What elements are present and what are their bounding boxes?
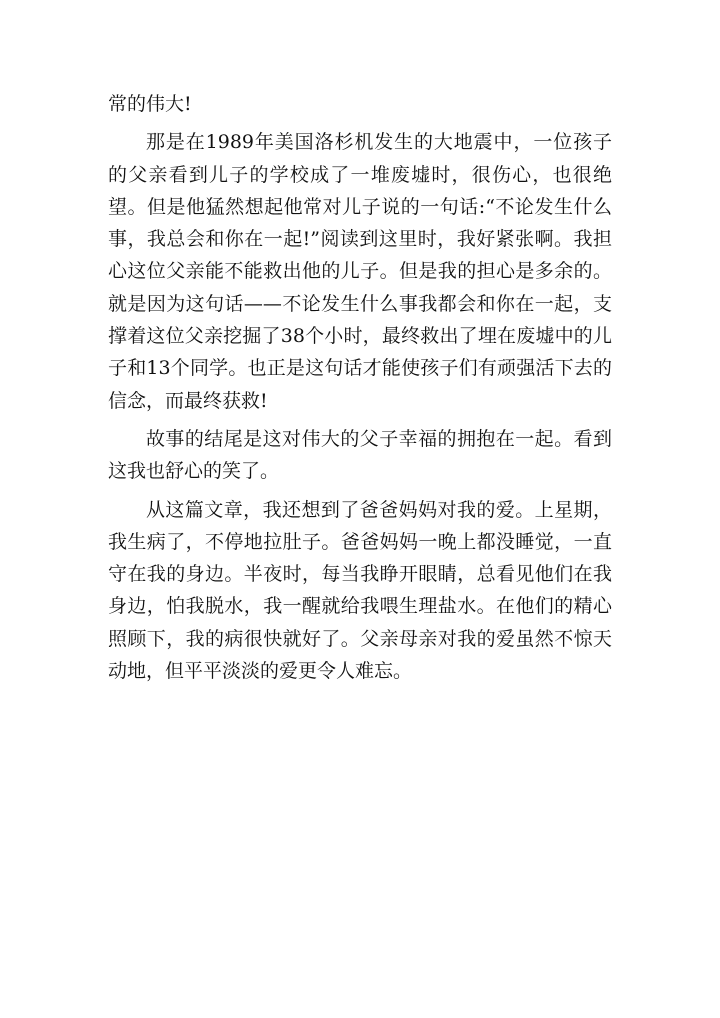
paragraph-continuation: 常的伟大! [108, 93, 192, 115]
article-body [108, 88, 612, 687]
paragraph-story-ending: 故事的结尾是这对伟大的父子幸福的拥抱在一起。看到这我也舒心的笑了。 [108, 427, 612, 483]
paragraph-earthquake-story: 那是在1989年美国洛杉机发生的大地震中，一位孩子的父亲看到儿子的学校成了一堆废墟时，很伤心，也很绝望。但是他猛然想起他常对儿子说的一句话:“不论发生什么事，我总会和你在一起!”阅读到这里时，我好紧张啊。我担心这位父亲能不能救出他的儿子。但是我的担心是多余的。就是因为这句话——不论发生什么事我都会和你在一起，支撑着这位父亲挖掘了38个小时，最终救出了埋在废墟中的儿子和13个同学。也正是这句话才能使孩子们有顽强活下去的信念，而最终获救! [108, 131, 612, 412]
paragraph-parents-love: 从这篇文章，我还想到了爸爸妈妈对我的爱。上星期，我生病了，不停地拉肚子。爸爸妈妈一晚上都没睡觉，一直守在我的身边。半夜时，每当我睁开眼睛，总看见他们在我身边，怕我脱水，我一醒就给我喂生理盐水。在他们的精心照顾下，我的病很快就好了。父亲母亲对我的爱虽然不惊天动地，但平平淡淡的爱更令人难忘。 [108, 498, 612, 683]
